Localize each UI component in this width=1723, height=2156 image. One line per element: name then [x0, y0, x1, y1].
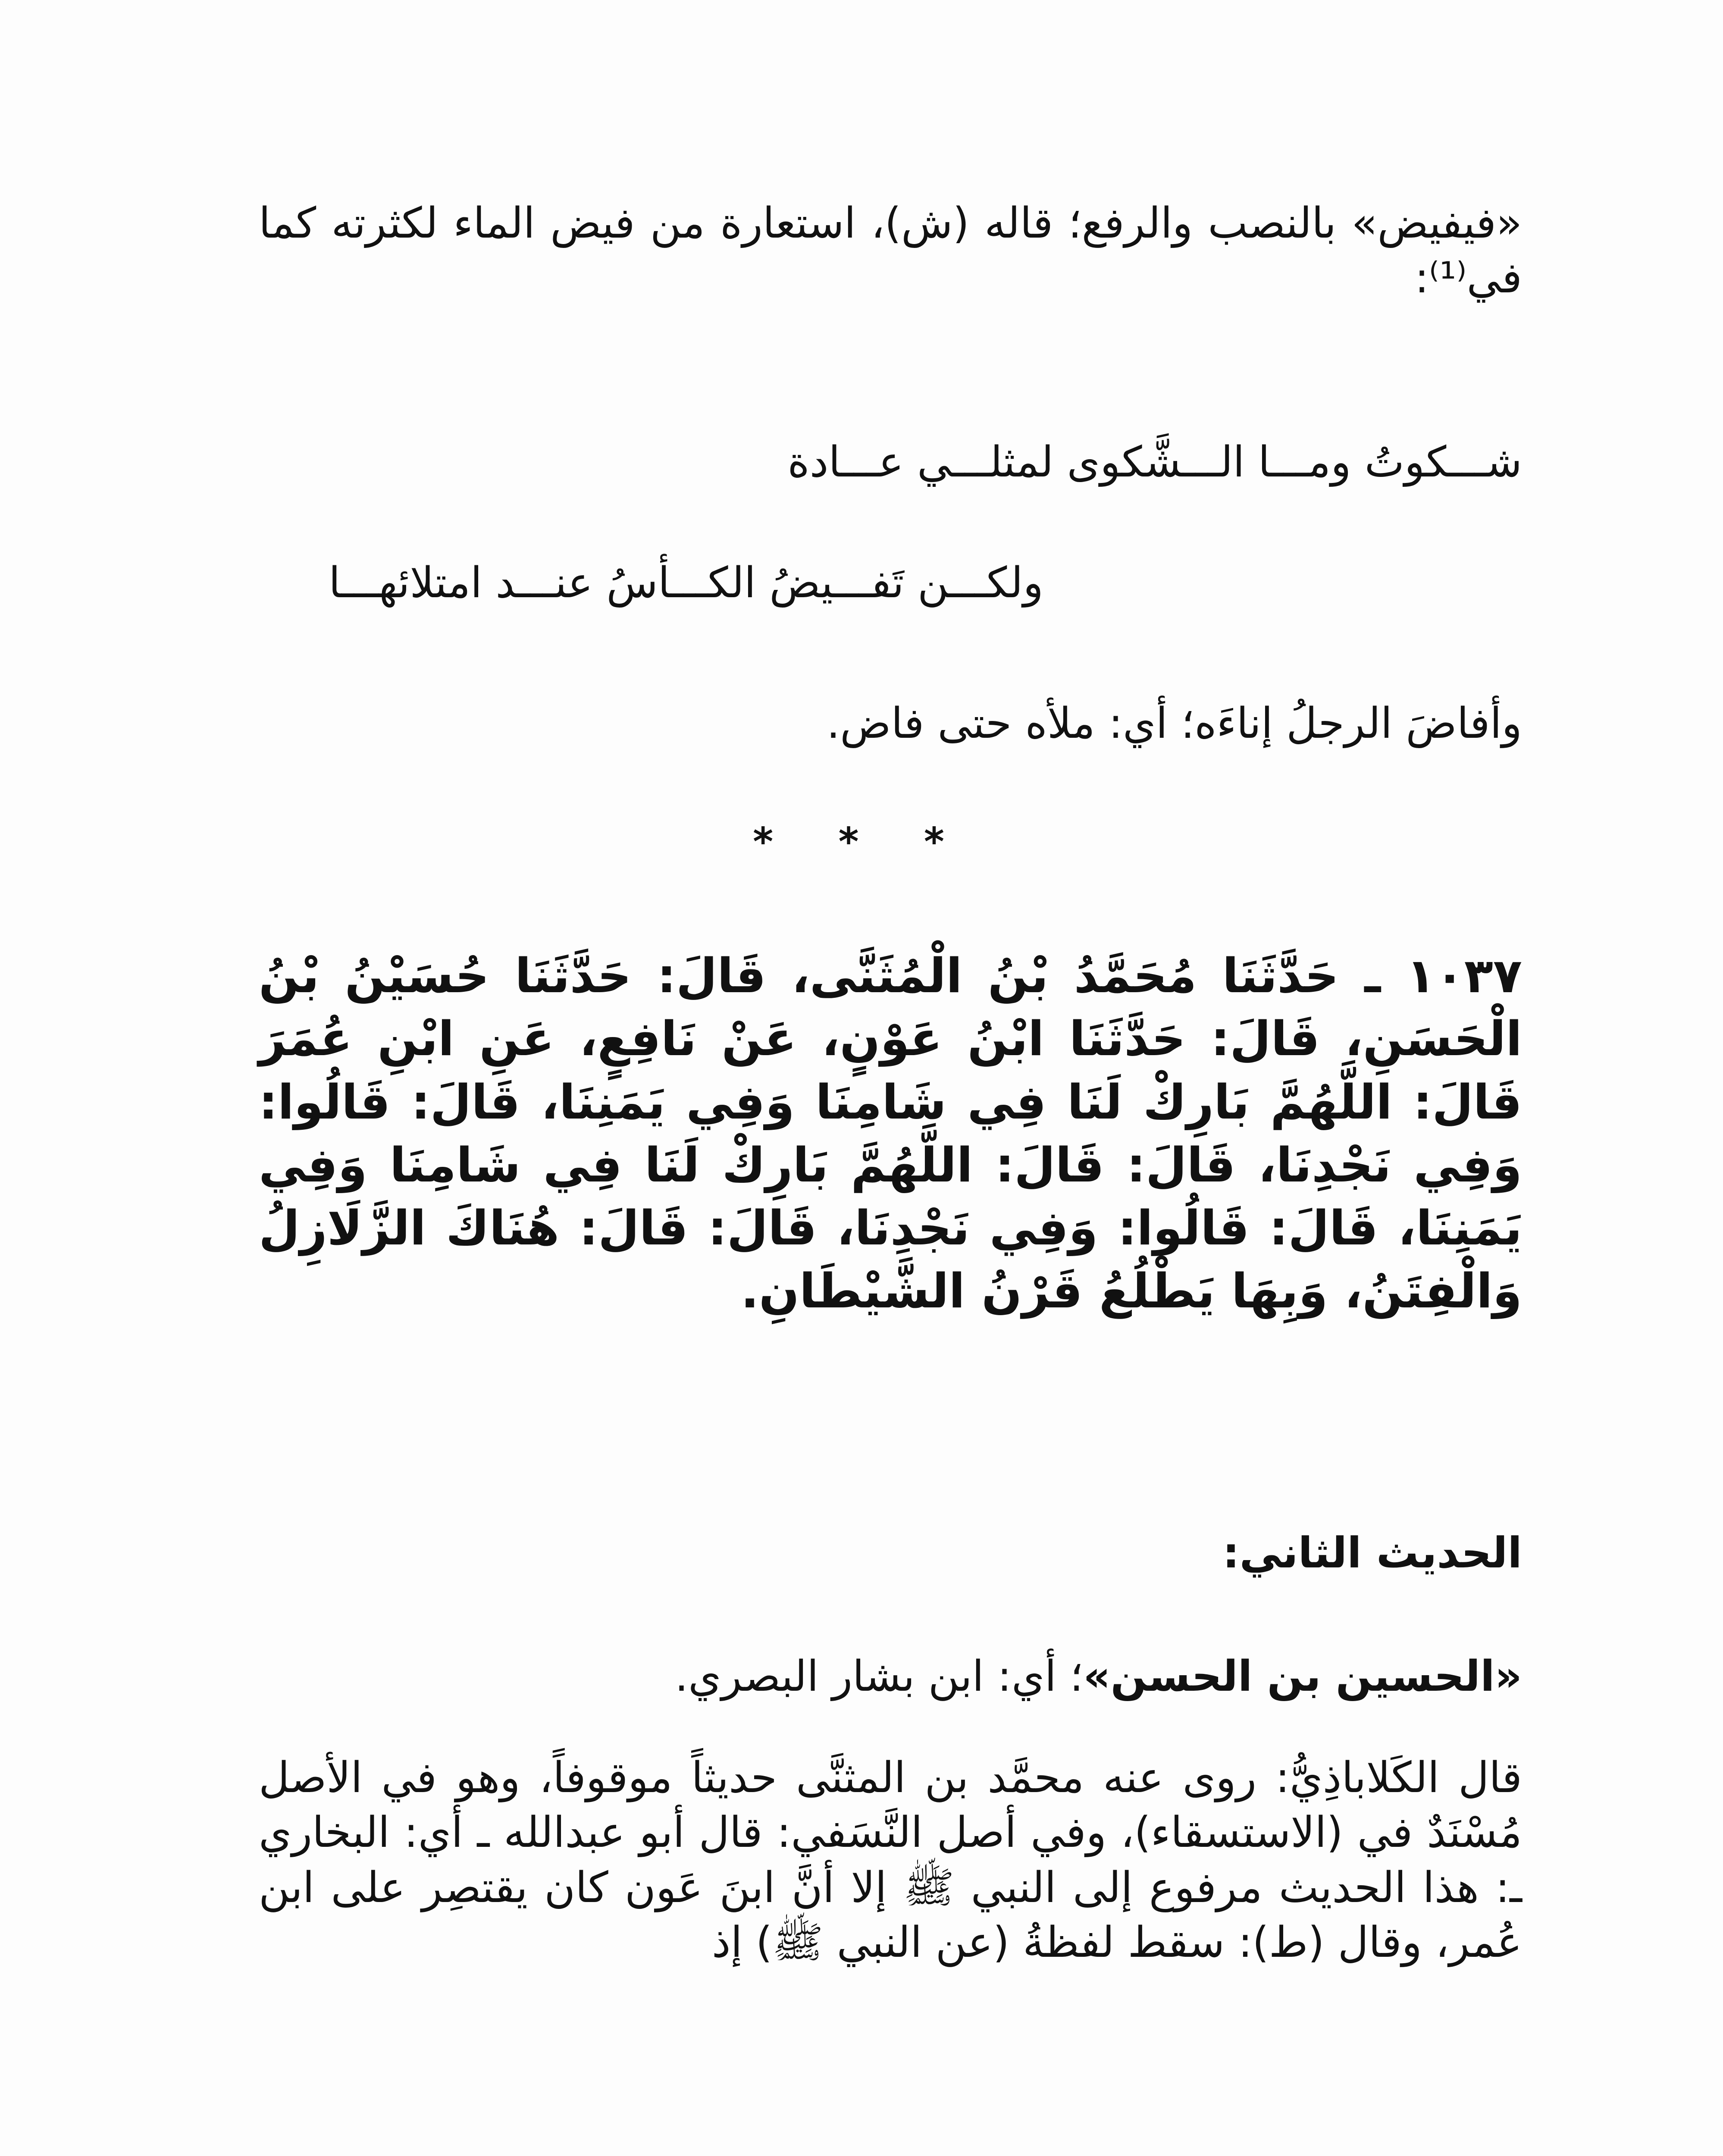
hadith-text-block — [259, 944, 1522, 1323]
commentary-paragraph — [259, 1751, 1522, 1971]
opening-paragraph — [259, 196, 1522, 306]
explanation-paragraph-text: وأفاضَ الرجلُ إناءَه؛ أي: ملأه حتى فاض. — [827, 699, 1522, 748]
narrator-description: ؛ أي: ابن بشار البصري. — [675, 1652, 1084, 1701]
verse-first-hemistich: شـــكوتُ ومـــا الـــشَّكوى لمثلـــي عـــادة — [787, 438, 1522, 487]
section-separator: * * * — [753, 819, 970, 865]
commentary-text: قال الكَلاباذِيُّ: روى عنه محمَّد بن المثنَّى حديثاً موقوفاً، وهو في الأصل مُسْنَدٌ في (الاستسقاء)، وفي أصل النَّسَفي: قال أبو عبدالله ـ أي: البخاري ـ: هذا الحديث مرفوع إلى النبي ﷺ إلا أنَّ ابنَ عَون كان يقتصِر على ابن عُمر، وقال (ط): سقط لفظةُ (عن النبي ﷺ) إذ — [259, 1753, 1522, 1968]
section-heading: الحديث الثاني: — [1222, 1529, 1522, 1578]
explanation-paragraph — [259, 696, 1522, 751]
opening-paragraph-text: «فيفيض» بالنصب والرفع؛ قاله (ش)، استعارة من فيض الماء لكثرته كما في⁽¹⁾: — [259, 199, 1522, 303]
narrator-name: «الحسين بن الحسن» — [1083, 1652, 1522, 1701]
verse-second-hemistich: ولكـــن تَفـــيضُ الكـــأسُ عنـــد امتلائهـــا — [329, 558, 1043, 608]
narrator-line — [259, 1649, 1522, 1704]
hadith-1037-text: ١٠٣٧ ـ حَدَّثَنَا مُحَمَّدُ بْنُ الْمُثَنَّى، قَالَ: حَدَّثَنَا حُسَيْنُ بْنُ الْحَسَنِ، قَالَ: حَدَّثَنَا ابْنُ عَوْنٍ، عَنْ نَافِعٍ، عَنِ ابْنِ عُمَرَ قَالَ: اللَّهُمَّ بَارِكْ لَنَا فِي شَامِنَا وَفِي يَمَنِنَا، قَالَ: قَالُوا: وَفِي نَجْدِنَا، قَالَ: قَالَ: اللَّهُمَّ بَارِكْ لَنَا فِي شَامِنَا وَفِي يَمَنِنَا، قَالَ: قَالُوا: وَفِي نَجْدِنَا، قَالَ: قَالَ: هُنَاكَ الزَّلَازِلُ وَالْفِتَنُ، وَبِهَا يَطْلُعُ قَرْنُ الشَّيْطَانِ. — [259, 948, 1522, 1319]
